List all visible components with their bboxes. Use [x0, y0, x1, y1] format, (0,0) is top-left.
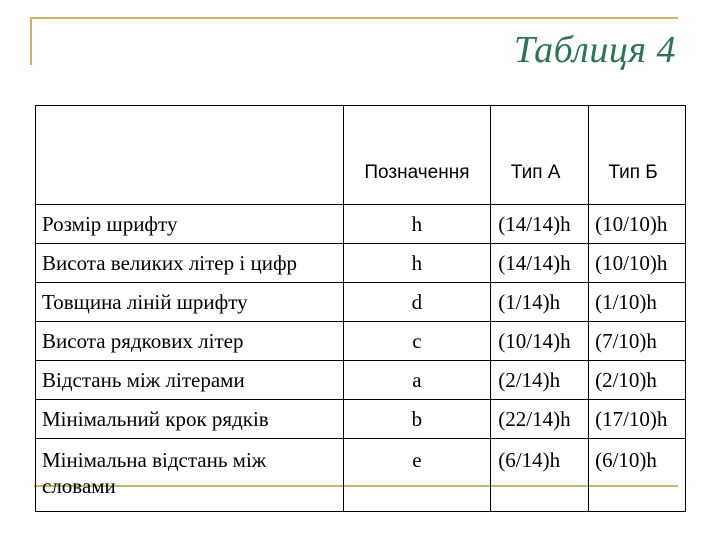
header-type-a: Тип А [491, 106, 589, 205]
row-type-a: (2/14)h [491, 361, 589, 400]
page-title: Таблиця 4 [513, 29, 676, 71]
row-symbol: b [343, 400, 491, 439]
row-type-b: (2/10)h [589, 361, 686, 400]
row-type-a: (14/14)h [491, 205, 589, 244]
header-name [36, 106, 344, 205]
row-symbol: d [343, 283, 491, 322]
row-type-a: (14/14)h [491, 244, 589, 283]
table-row [36, 205, 686, 244]
table-row [36, 322, 686, 361]
row-symbol: h [343, 205, 491, 244]
table-header-row [36, 106, 686, 205]
table-row [36, 283, 686, 322]
row-type-a: (22/14)h [491, 400, 589, 439]
row-type-b: (10/10)h [589, 205, 686, 244]
table-row [36, 400, 686, 439]
row-type-a: (10/14)h [491, 322, 589, 361]
row-type-a: (1/14)h [491, 283, 589, 322]
row-name: Мінімальна відстань між словами [36, 439, 344, 512]
table-row [36, 361, 686, 400]
font-parameters-table [35, 105, 686, 512]
frame-left-line [30, 17, 32, 65]
table-row [36, 439, 686, 512]
row-name: Висота великих літер і цифр [36, 244, 344, 283]
row-type-b: (6/10)h [589, 439, 686, 512]
header-type-b: Тип Б [589, 106, 686, 205]
row-name: Товщина ліній шрифту [36, 283, 344, 322]
row-symbol: a [343, 361, 491, 400]
row-symbol: h [343, 244, 491, 283]
row-name: Мінімальний крок рядків [36, 400, 344, 439]
row-name: Висота рядкових літер [36, 322, 344, 361]
row-type-b: (1/10)h [589, 283, 686, 322]
row-symbol: c [343, 322, 491, 361]
row-type-b: (10/10)h [589, 244, 686, 283]
row-type-a: (6/14)h [491, 439, 589, 512]
frame-top-line [30, 17, 678, 19]
row-type-b: (7/10)h [589, 322, 686, 361]
row-type-b: (17/10)h [589, 400, 686, 439]
header-symbol: Позначення [343, 106, 491, 205]
row-symbol: e [343, 439, 491, 512]
row-name: Відстань між літерами [36, 361, 344, 400]
table-row [36, 244, 686, 283]
row-name: Розмір шрифту [36, 205, 344, 244]
